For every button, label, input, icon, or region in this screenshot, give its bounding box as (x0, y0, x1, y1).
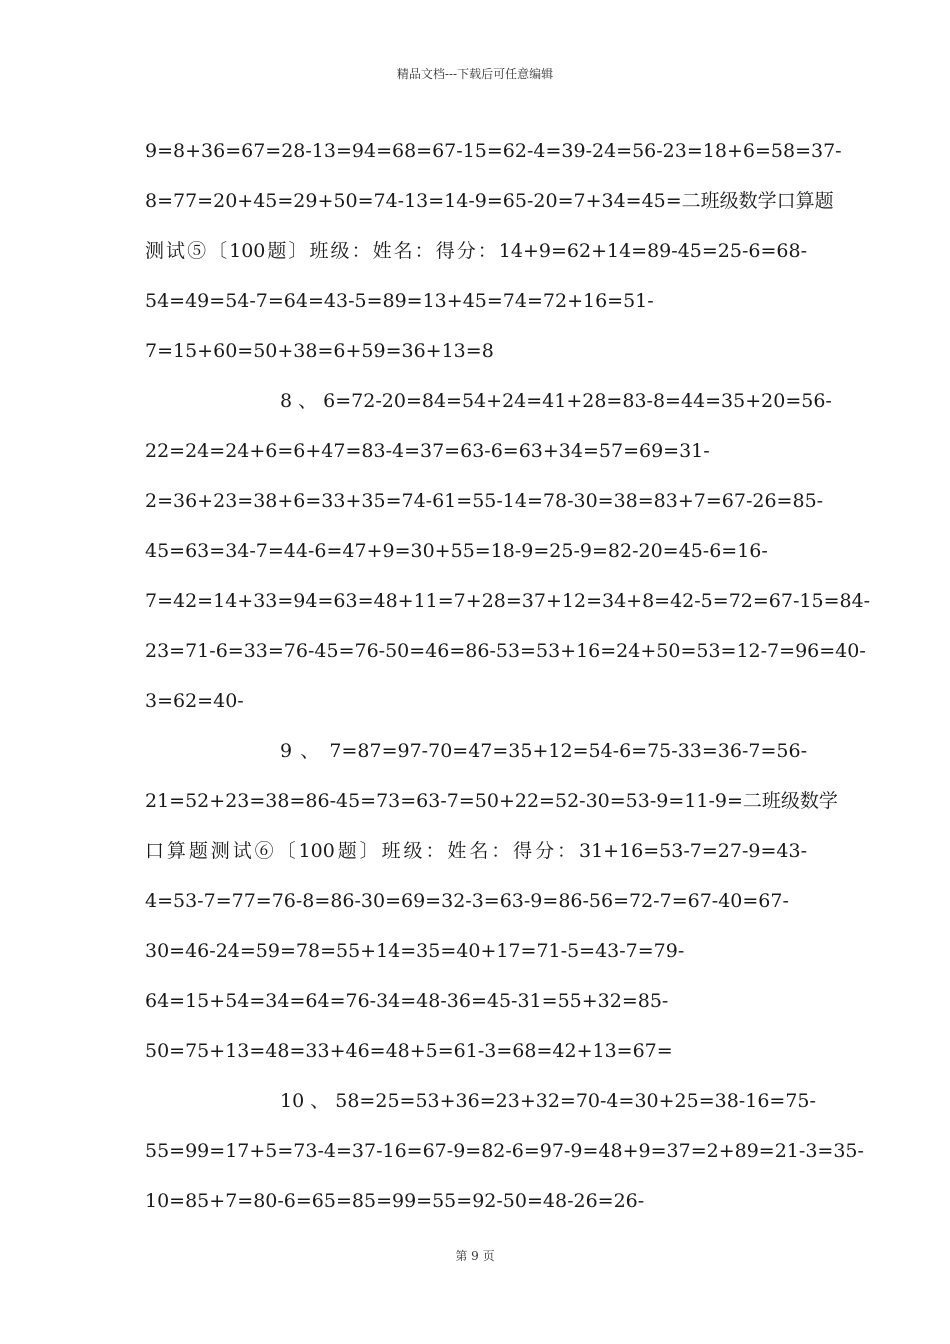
text-line: 55=99=17+5=73-4=37-16=67-9=82-6=97-9=48+9=37=2+89=21-3=35- (145, 1140, 864, 1162)
text-line: 2=36+23=38+6=33+35=74-61=55-14=78-30=38=83+7=67-26=85- (145, 490, 824, 512)
text-line: 4=53-7=77=76-8=86-30=69=32-3=63-9=86-56=72-7=67-40=67- (145, 890, 789, 912)
text-line: 10=85+7=80-6=65=85=99=55=92-50=48-26=26- (145, 1190, 645, 1212)
text-line: 45=63=34-7=44-6=47+9=30+55=18-9=25-9=82-20=45-6=16- (145, 540, 768, 562)
text-line: 54=49=54-7=64=43-5=89=13+45=74=72+16=51- (145, 290, 654, 312)
text-line: 30=46-24=59=78=55+14=35=40+17=71-5=43-7=79- (145, 940, 685, 962)
text-line: 7=15+60=50+38=6+59=36+13=8 (145, 340, 494, 362)
text-line: 10 、 58=25=53+36=23+32=70-4=30+25=38-16=75- (280, 1090, 816, 1112)
text-line: 9 、 7=87=97-70=47=35+12=54-6=75-33=36-7=56- (280, 740, 807, 762)
text-line: 口算题测试⑥〔100题〕班级：姓名：得分：31+16=53-7=27-9=43- (145, 840, 807, 862)
text-line: 7=42=14+33=94=63=48+11=7+28=37+12=34+8=42-5=72=67-15=84- (145, 590, 871, 612)
text-line: 测试⑤〔100题〕班级：姓名：得分：14+9=62+14=89-45=25-6=68- (145, 240, 807, 262)
text-line: 8 、 6=72-20=84=54+24=41+28=83-8=44=35+20=56- (280, 390, 832, 412)
text-line: 3=62=40- (145, 690, 244, 712)
text-line: 22=24=24+6=6+47=83-4=37=63-6=63+34=57=69=31- (145, 440, 710, 462)
text-line: 50=75+13=48=33+46=48+5=61-3=68=42+13=67= (145, 1040, 673, 1062)
text-line: 64=15+54=34=64=76-34=48-36=45-31=55+32=85- (145, 990, 669, 1012)
page-header: 精品文档---下载后可任意编辑 (396, 67, 554, 81)
text-line: 23=71-6=33=76-45=76-50=46=86-53=53+16=24+50=53=12-7=96=40- (145, 640, 866, 662)
document-body (145, 136, 871, 1236)
text-line: 21=52+23=38=86-45=73=63-7=50+22=52-30=53-9=11-9=二班级数学 (145, 790, 838, 812)
page-number-footer: 第 9 页 (455, 1249, 495, 1263)
text-line: 9=8+36=67=28-13=94=68=67-15=62-4=39-24=56-23=18+6=58=37- (145, 140, 842, 162)
text-line: 8=77=20+45=29+50=74-13=14-9=65-20=7+34=45=二班级数学口算题 (145, 190, 834, 212)
